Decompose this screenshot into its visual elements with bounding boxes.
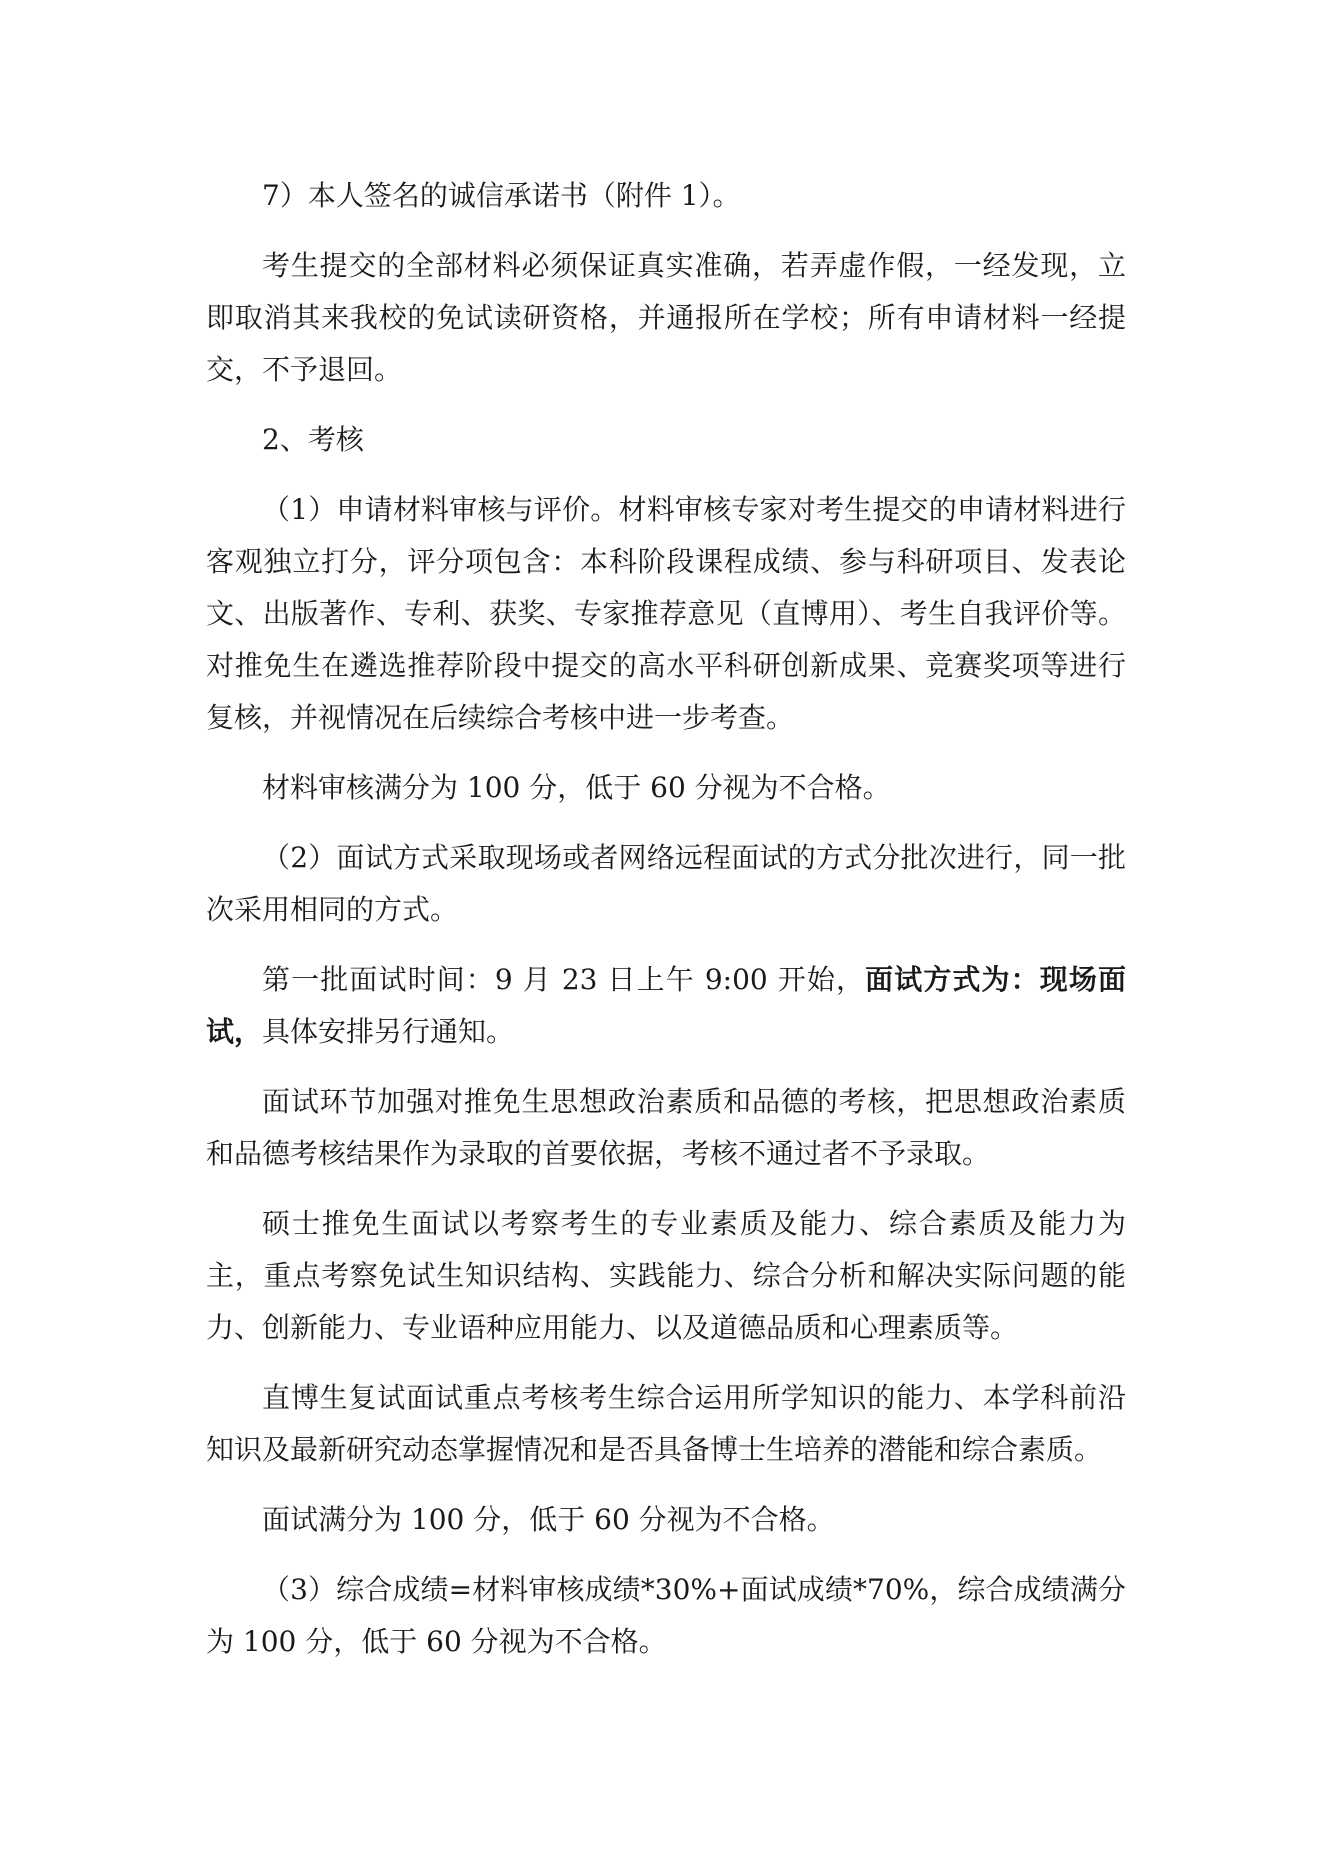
paragraph-material-authenticity: 考生提交的全部材料必须保证真实准确，若弄虚作假，一经发现，立即取消其来我校的免试读研资格，并通报所在学校；所有申请材料一经提交，不予退回。 <box>206 249 1126 386</box>
paragraph-phd-interview: 直博生复试面试重点考核考生综合运用所学知识的能力、本学科前沿知识及最新研究动态掌握情况和是否具备博士生培养的潜能和综合素质。 <box>206 1381 1126 1466</box>
paragraph-interview-method: （2）面试方式采取现场或者网络远程面试的方式分批次进行，同一批次采用相同的方式。 <box>206 841 1126 926</box>
paragraph-political-assessment: 面试环节加强对推免生思想政治素质和品德的考核，把思想政治素质和品德考核结果作为录取的首要依据，考核不通过者不予录取。 <box>206 1085 1126 1170</box>
section-heading-assessment: 2、考核 <box>262 423 364 456</box>
interview-time-text: 第一批面试时间：9 月 23 日上午 9:00 开始， <box>262 963 866 996</box>
paragraph-material-score: 材料审核满分为 100 分，低于 60 分视为不合格。 <box>262 771 891 804</box>
document-body <box>206 170 1126 1686</box>
interview-notice-text: 具体安排另行通知。 <box>262 1015 515 1048</box>
paragraph-master-interview: 硕士推免生面试以考察考生的专业素质及能力、综合素质及能力为主，重点考察免试生知识结构、实践能力、综合分析和解决实际问题的能力、创新能力、专业语种应用能力、以及道德品质和心理素质等。 <box>206 1207 1126 1344</box>
paragraph-composite-score: （3）综合成绩=材料审核成绩*30%+面试成绩*70%，综合成绩满分为 100 分，低于 60 分视为不合格。 <box>206 1573 1126 1658</box>
paragraph-integrity-pledge: 7）本人签名的诚信承诺书（附件 1）。 <box>262 179 741 212</box>
interview-mode-bold: 面试方式为：现场面试， <box>206 963 1126 1048</box>
paragraph-material-review: （1）申请材料审核与评价。材料审核专家对考生提交的申请材料进行客观独立打分，评分项包含：本科阶段课程成绩、参与科研项目、发表论文、出版著作、专利、获奖、专家推荐意见（直博用）、考生自我评价等。对推免生在遴选推荐阶段中提交的高水平科研创新成果、竞赛奖项等进行复核，并视情况在后续综合考核中进一步考查。 <box>206 493 1126 734</box>
paragraph-first-interview-time <box>206 954 1126 1058</box>
paragraph-interview-score: 面试满分为 100 分，低于 60 分视为不合格。 <box>262 1503 835 1536</box>
